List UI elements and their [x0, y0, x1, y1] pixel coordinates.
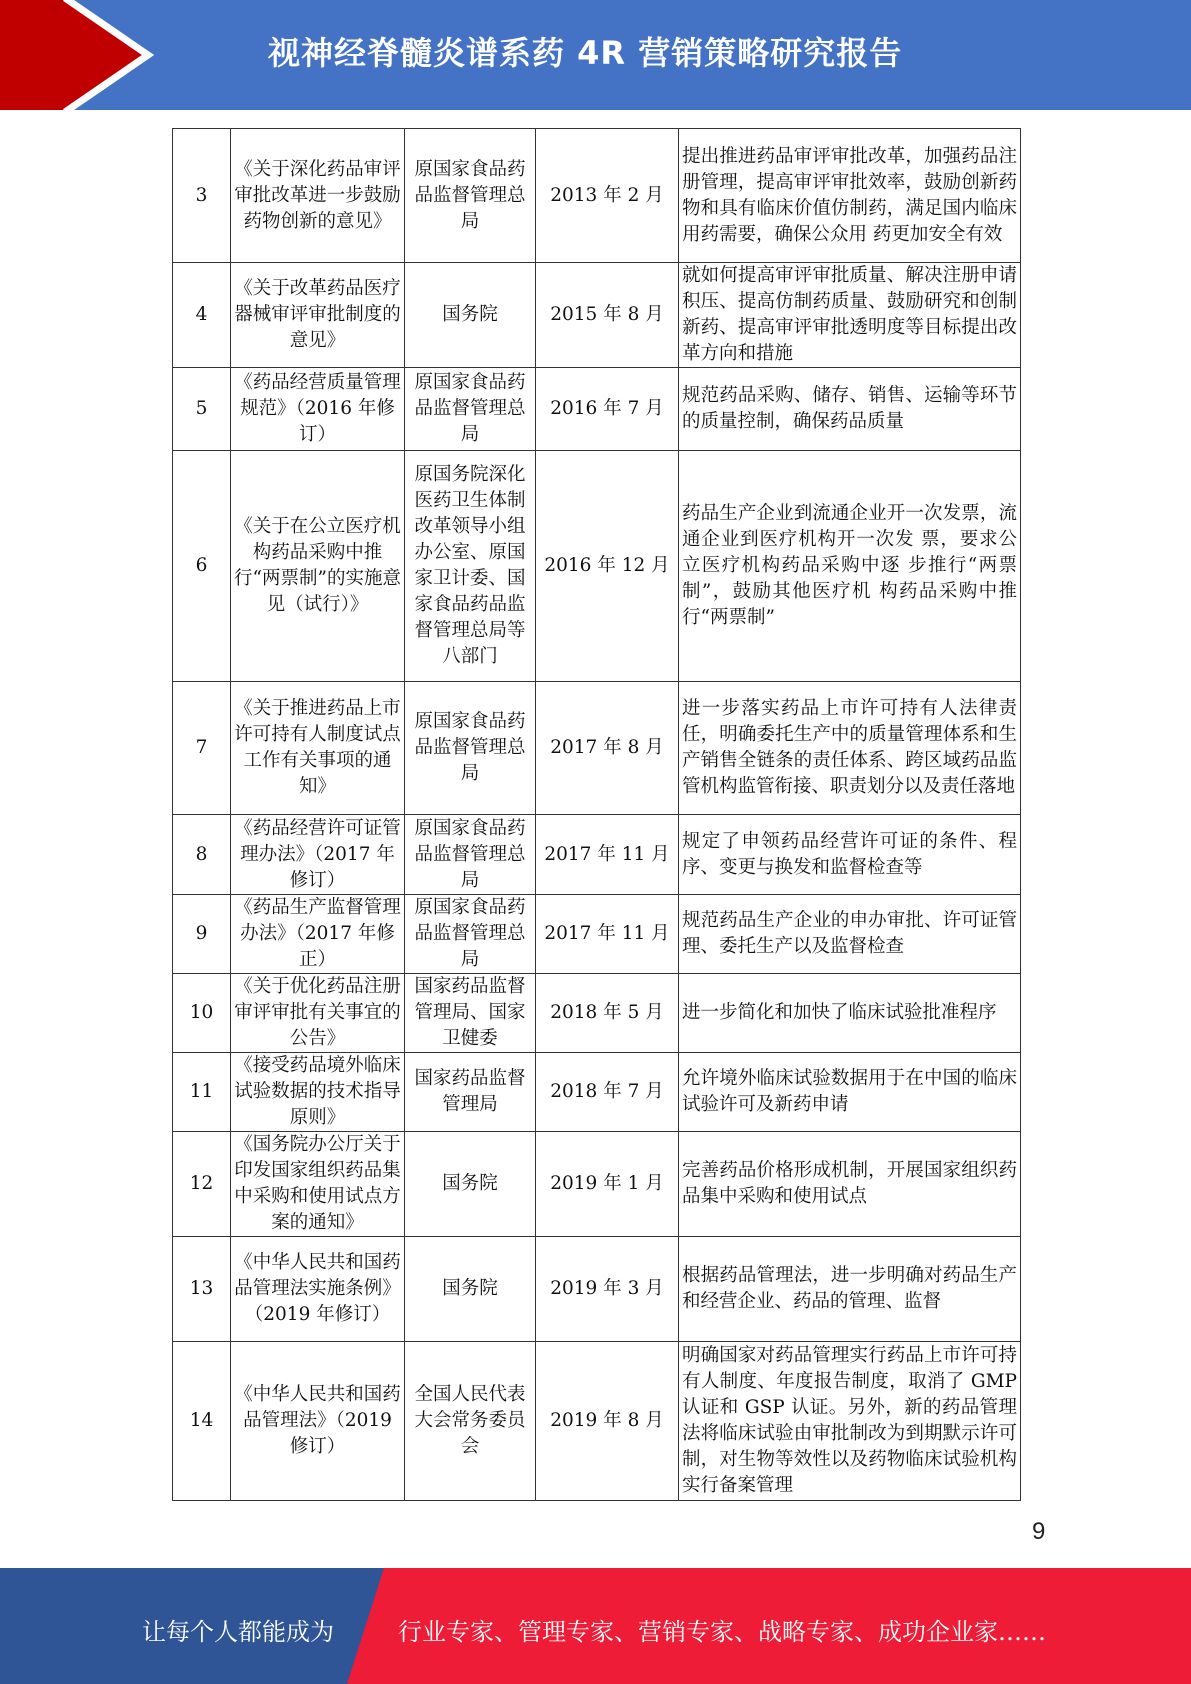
table-row — [173, 129, 1021, 263]
policy-name: 《药品经营许可证管理办法》（2017 年修订） — [231, 815, 405, 895]
policy-name: 《接受药品境外临床试验数据的技术指导原则》 — [231, 1053, 405, 1132]
issuing-authority: 国家药品监督管理局 — [405, 1053, 536, 1132]
footer-slogan-right: 行业专家、管理专家、营销专家、战略专家、成功企业家…… — [398, 1618, 1046, 1646]
policy-name: 《关于改革药品医疗器械审评审批制度的意见》 — [231, 263, 405, 368]
policy-name: 《关于推进药品上市许可持有人制度试点工作有关事项的通知》 — [231, 682, 405, 815]
issuing-authority: 国务院 — [405, 1132, 536, 1237]
issuing-authority: 原国家食品药品监督管理总局 — [405, 682, 536, 815]
table-row — [173, 263, 1021, 368]
row-number: 7 — [173, 682, 231, 815]
issue-date: 2017 年 8 月 — [536, 682, 679, 815]
row-number: 12 — [173, 1132, 231, 1237]
table-row — [173, 815, 1021, 895]
row-number: 5 — [173, 368, 231, 451]
chevron-decoration — [0, 0, 200, 110]
policy-description: 进一步落实药品上市许可持有人法律责任，明确委托生产中的质量管理体系和生产销售全链条的责任体系、跨区域药品监管机构监管衔接、职责划分以及责任落地 — [679, 682, 1021, 815]
table-row — [173, 368, 1021, 451]
row-number: 4 — [173, 263, 231, 368]
issuing-authority: 国务院 — [405, 1237, 536, 1342]
row-number: 8 — [173, 815, 231, 895]
policy-name: 《关于优化药品注册审评审批有关事宜的公告》 — [231, 974, 405, 1053]
issue-date: 2019 年 3 月 — [536, 1237, 679, 1342]
issue-date: 2016 年 7 月 — [536, 368, 679, 451]
issue-date: 2015 年 8 月 — [536, 263, 679, 368]
policy-name: 《关于在公立医疗机构药品采购中推行“两票制”的实施意见（试行）》 — [231, 451, 405, 682]
footer-slogan-left: 让每个人都能成为 — [142, 1618, 334, 1646]
issue-date: 2019 年 8 月 — [536, 1342, 679, 1501]
issue-date: 2016 年 12 月 — [536, 451, 679, 682]
policy-table — [172, 128, 1021, 1501]
policy-description: 明确国家对药品管理实行药品上市许可持有人制度、年度报告制度，取消了 GMP 认证和 GSP 认证。另外，新的药品管理法将临床试验由审批制改为到期默示许可制，对生物等效性以及药物临床试验机构实行备案管理 — [679, 1342, 1021, 1501]
issue-date: 2013 年 2 月 — [536, 129, 679, 263]
row-number: 10 — [173, 974, 231, 1053]
issuing-authority: 全国人民代表大会常务委员会 — [405, 1342, 536, 1501]
table-row — [173, 451, 1021, 682]
policy-description: 进一步简化和加快了临床试验批准程序 — [679, 974, 1021, 1053]
table-row — [173, 974, 1021, 1053]
policy-description: 就如何提高审评审批质量、解决注册申请积压、提高仿制药质量、鼓励研究和创制新药、提高审评审批透明度等目标提出改革方向和措施 — [679, 263, 1021, 368]
table-row — [173, 1237, 1021, 1342]
table-row — [173, 1342, 1021, 1501]
policy-description: 规范药品生产企业的申办审批、许可证管理、委托生产以及监督检查 — [679, 895, 1021, 974]
issuing-authority: 原国务院深化医药卫生体制改革领导小组办公室、原国家卫计委、国家食品药品监督管理总局等八部门 — [405, 451, 536, 682]
issue-date: 2018 年 7 月 — [536, 1053, 679, 1132]
issuing-authority: 原国家食品药品监督管理总局 — [405, 895, 536, 974]
issuing-authority: 原国家食品药品监督管理总局 — [405, 129, 536, 263]
policy-description: 根据药品管理法，进一步明确对药品生产和经营企业、药品的管理、监督 — [679, 1237, 1021, 1342]
policy-name: 《关于深化药品审评审批改革进一步鼓励药物创新的意见》 — [231, 129, 405, 263]
policy-description: 提出推进药品审评审批改革，加强药品注册管理，提高审评审批效率，鼓励创新药物和具有临床价值仿制药，满足国内临床用药需要，确保公众用 药更加安全有效 — [679, 129, 1021, 263]
policy-name: 《药品生产监督管理办法》（2017 年修正） — [231, 895, 405, 974]
row-number: 13 — [173, 1237, 231, 1342]
policy-description: 允许境外临床试验数据用于在中国的临床试验许可及新药申请 — [679, 1053, 1021, 1132]
table-row — [173, 895, 1021, 974]
footer-banner — [0, 1568, 1191, 1684]
policy-description: 完善药品价格形成机制，开展国家组织药品集中采购和使用试点 — [679, 1132, 1021, 1237]
issue-date: 2018 年 5 月 — [536, 974, 679, 1053]
issue-date: 2017 年 11 月 — [536, 815, 679, 895]
issuing-authority: 原国家食品药品监督管理总局 — [405, 368, 536, 451]
row-number: 14 — [173, 1342, 231, 1501]
row-number: 3 — [173, 129, 231, 263]
issue-date: 2017 年 11 月 — [536, 895, 679, 974]
issuing-authority: 国家药品监督管理局、国家卫健委 — [405, 974, 536, 1053]
issue-date: 2019 年 1 月 — [536, 1132, 679, 1237]
table-row — [173, 682, 1021, 815]
policy-description: 规范药品采购、储存、销售、运输等环节的质量控制，确保药品质量 — [679, 368, 1021, 451]
issuing-authority: 国务院 — [405, 263, 536, 368]
row-number: 11 — [173, 1053, 231, 1132]
row-number: 9 — [173, 895, 231, 974]
header-banner — [0, 0, 1191, 110]
issuing-authority: 原国家食品药品监督管理总局 — [405, 815, 536, 895]
policy-name: 《中华人民共和国药品管理法》（2019 修订） — [231, 1342, 405, 1501]
policy-description: 药品生产企业到流通企业开一次发票，流通企业到医疗机构开一次发 票，要求公立医疗机构药品采购中逐 步推行“两票制”，鼓励其他医疗机 构药品采购中推行“两票制” — [679, 451, 1021, 682]
table-row — [173, 1053, 1021, 1132]
page-number: 9 — [1032, 1518, 1046, 1545]
policy-name: 《中华人民共和国药品管理法实施条例》（2019 年修订） — [231, 1237, 405, 1342]
table-row — [173, 1132, 1021, 1237]
policy-name: 《药品经营质量管理规范》（2016 年修订） — [231, 368, 405, 451]
row-number: 6 — [173, 451, 231, 682]
policy-name: 《国务院办公厅关于印发国家组织药品集中采购和使用试点方案的通知》 — [231, 1132, 405, 1237]
policy-description: 规定了申领药品经营许可证的条件、程序、变更与换发和监督检查等 — [679, 815, 1021, 895]
report-title: 视神经脊髓炎谱系药 4R 营销策略研究报告 — [268, 34, 903, 72]
